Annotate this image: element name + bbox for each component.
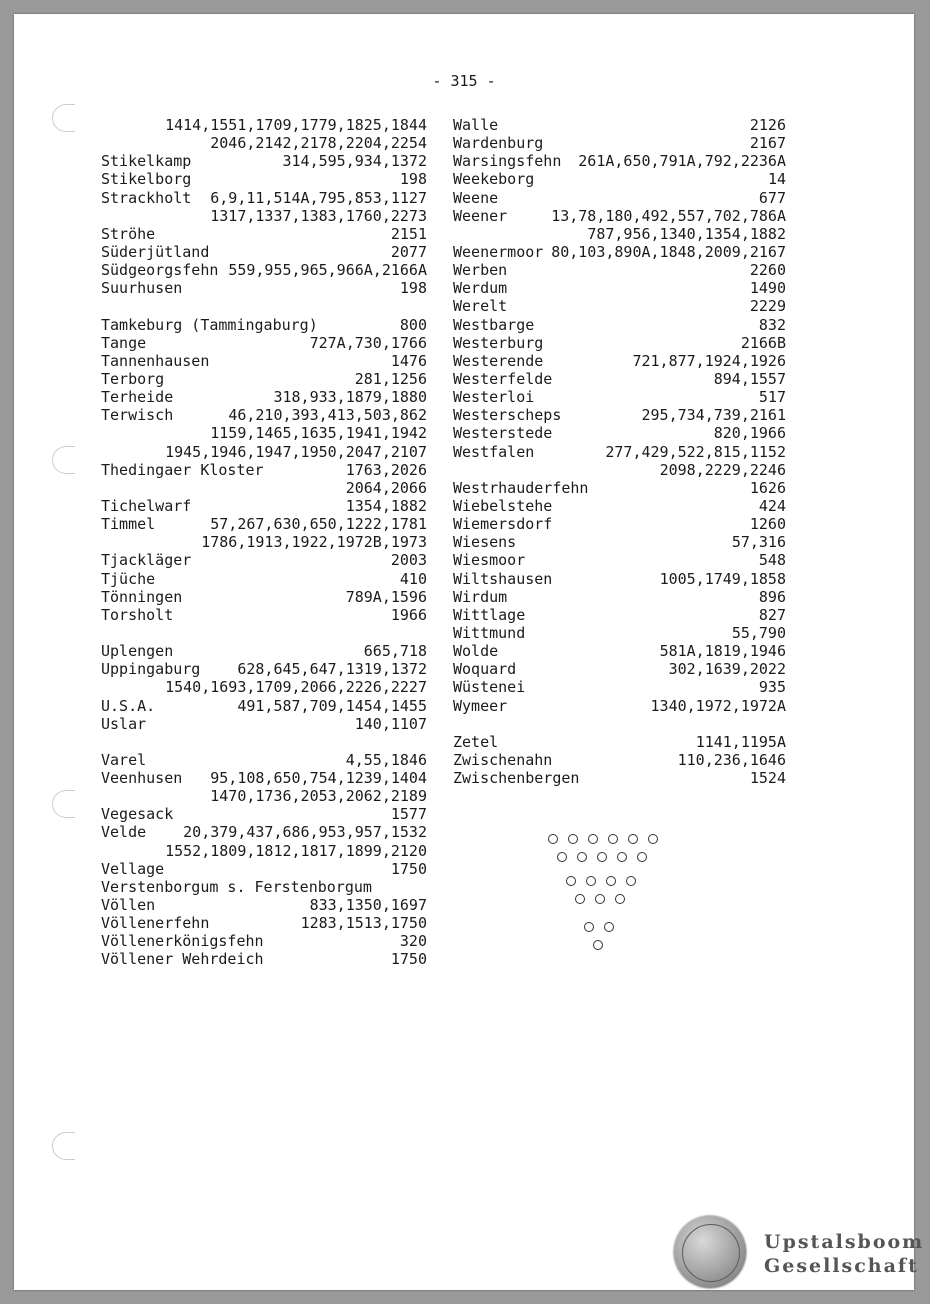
index-entry [101, 878, 427, 896]
place-name: Zetel [453, 732, 499, 751]
circle-row [584, 922, 614, 932]
reference-numbers: 1490 [749, 279, 786, 298]
circle-ornament [597, 852, 607, 862]
reference-numbers: 261A,650,791A,792,2236A [578, 152, 786, 171]
place-name: Wardenburg [453, 134, 544, 153]
place-name: Westerende [453, 351, 544, 370]
index-entry [101, 261, 427, 279]
index-entry [101, 243, 427, 261]
place-name: Walle [453, 116, 499, 134]
place-name: Strackholt [101, 188, 192, 207]
place-name: Thedingaer Kloster [101, 460, 264, 479]
reference-numbers: 2003 [390, 551, 427, 570]
place-name: Wirdum [453, 587, 508, 606]
reference-numbers: 14 [767, 170, 786, 189]
reference-numbers: 559,955,965,966A,2166A [228, 261, 427, 280]
reference-numbers: 95,108,650,754,1239,1404 [210, 769, 427, 788]
reference-numbers: 2126 [749, 116, 786, 134]
place-name: Weener [453, 206, 508, 225]
index-entry [101, 551, 427, 569]
reference-numbers: 57,316 [731, 533, 786, 552]
index-entry [453, 769, 786, 787]
logo-line-2: Gesellschaft [764, 1255, 919, 1277]
reference-numbers: 827 [758, 605, 786, 624]
index-entry [453, 116, 786, 134]
index-entry [453, 279, 786, 297]
reference-numbers: 1317,1337,1383,1760,2273 [210, 206, 427, 225]
place-name: Veenhusen [101, 769, 183, 788]
reference-numbers: 140,1107 [354, 714, 427, 733]
reference-numbers: 55,790 [731, 623, 786, 642]
reference-numbers: 832 [758, 315, 786, 334]
circle-ornament [568, 834, 578, 844]
reference-numbers: 1626 [749, 478, 786, 497]
reference-numbers: 1141,1195A [695, 732, 786, 751]
circle-ornament [593, 940, 603, 950]
index-column-left [101, 116, 427, 969]
reference-numbers: 2151 [390, 224, 427, 243]
place-name: U.S.A. [101, 696, 156, 715]
reference-numbers: 789A,1596 [345, 587, 427, 606]
index-entry [101, 370, 427, 388]
place-name: Tannenhausen [101, 351, 210, 370]
place-name: Tichelwarf [101, 496, 192, 515]
place-name: Zwischenahn [453, 750, 553, 769]
index-entry [453, 479, 786, 497]
reference-numbers: 1159,1465,1635,1941,1942 [210, 424, 427, 443]
reference-numbers: 1577 [390, 805, 427, 824]
place-name: Weenermoor [453, 242, 544, 261]
index-entry [101, 152, 427, 170]
circle-row [557, 852, 647, 862]
place-name: Terborg [101, 369, 165, 388]
place-name: Wiebelstehe [453, 496, 553, 515]
section-gap [101, 624, 427, 642]
reference-numbers: 665,718 [363, 642, 427, 661]
index-column-right [453, 116, 786, 787]
place-name: Wüstenei [453, 678, 526, 697]
reference-numbers: 1283,1513,1750 [300, 914, 427, 933]
circle-row [566, 876, 636, 886]
reference-numbers: 6,9,11,514A,795,853,1127 [210, 188, 427, 207]
index-entry [453, 207, 786, 243]
index-entry [453, 243, 786, 261]
reference-numbers: 548 [758, 551, 786, 570]
reference-numbers: 721,877,1924,1926 [632, 351, 786, 370]
index-entry [453, 642, 786, 660]
index-entry [453, 170, 786, 188]
index-entry [453, 334, 786, 352]
reference-numbers: 833,1350,1697 [309, 896, 427, 915]
section-gap [101, 297, 427, 315]
reference-numbers: 410 [399, 569, 427, 588]
index-entry [101, 642, 427, 660]
document-page [14, 14, 925, 1290]
reference-numbers: 57,267,630,650,1222,1781 [210, 515, 427, 534]
index-entry [101, 352, 427, 370]
reference-numbers: 1005,1749,1858 [659, 569, 786, 588]
index-entry [453, 189, 786, 207]
reference-numbers: 787,956,1340,1354,1882 [587, 224, 786, 243]
place-name: Westerloi [453, 388, 535, 407]
circle-ornament [566, 876, 576, 886]
reference-numbers: 1524 [749, 769, 786, 788]
reference-numbers: 1966 [390, 605, 427, 624]
index-entry [101, 606, 427, 624]
circle-ornament [584, 922, 594, 932]
index-entry [453, 660, 786, 678]
index-entry [101, 497, 427, 515]
circle-ornament [548, 834, 558, 844]
place-name: Werben [453, 261, 508, 280]
place-name: Terheide [101, 388, 174, 407]
index-entry [453, 388, 786, 406]
index-entry [101, 805, 427, 823]
place-name: Südgeorgsfehn [101, 261, 219, 280]
reference-numbers: 1414,1551,1709,1779,1825,1844 [165, 116, 427, 134]
index-entry [101, 279, 427, 297]
reference-numbers: 2098,2229,2246 [659, 460, 786, 479]
circle-ornament [628, 834, 638, 844]
index-entry [453, 134, 786, 152]
index-entry [453, 406, 786, 424]
index-entry [101, 715, 427, 733]
place-name: Völlener Wehrdeich [101, 950, 264, 969]
page-number: - 315 - [432, 72, 496, 90]
index-entry [453, 297, 786, 315]
reference-numbers: 1763,2026 [345, 460, 427, 479]
index-entry [101, 697, 427, 715]
reference-numbers: 1786,1913,1922,1972B,1973 [201, 533, 427, 552]
index-entry [453, 424, 786, 442]
reference-numbers: 894,1557 [713, 369, 786, 388]
place-name: Woquard [453, 660, 517, 679]
index-entry [101, 406, 427, 460]
punch-hole [52, 1132, 75, 1160]
place-name: Terwisch [101, 406, 174, 425]
circle-ornament [608, 834, 618, 844]
index-entry [101, 189, 427, 225]
index-entry [453, 261, 786, 279]
reference-numbers: 1552,1809,1812,1817,1899,2120 [165, 841, 427, 860]
index-entry [101, 316, 427, 334]
circle-ornament [617, 852, 627, 862]
circle-ornament [648, 834, 658, 844]
circle-ornament [606, 876, 616, 886]
reference-numbers: 820,1966 [713, 424, 786, 443]
reference-numbers: 2260 [749, 261, 786, 280]
logo-line-1: Upstalsboom [764, 1231, 925, 1253]
place-name: Westbarge [453, 315, 535, 334]
reference-numbers: 2077 [390, 242, 427, 261]
place-name: Westfalen [453, 442, 535, 461]
punch-hole [52, 104, 75, 132]
punch-hole [52, 790, 75, 818]
index-entry [101, 515, 427, 551]
reference-numbers: 320 [399, 932, 427, 951]
place-name: Westerfelde [453, 369, 553, 388]
reference-numbers: 424 [758, 496, 786, 515]
place-name: Tange [101, 333, 147, 352]
index-entry [101, 660, 427, 696]
reference-numbers: 581A,1819,1946 [659, 642, 786, 661]
reference-numbers: 2166B [740, 333, 786, 352]
index-entry [101, 823, 427, 859]
reference-numbers: 677 [758, 188, 786, 207]
place-name: Tönningen [101, 587, 183, 606]
circle-ornament [595, 894, 605, 904]
reference-numbers: 110,236,1646 [677, 750, 786, 769]
index-entry [101, 751, 427, 769]
index-entry [101, 588, 427, 606]
index-entry [453, 733, 786, 751]
place-name: Torsholt [101, 605, 174, 624]
index-entry [101, 950, 427, 968]
place-name: Weekeborg [453, 170, 535, 189]
place-name: Vegesack [101, 805, 174, 824]
reference-numbers: 1750 [390, 859, 427, 878]
place-name: Velde [101, 823, 147, 842]
place-name: Stikelborg [101, 170, 192, 189]
place-name: Wiltshausen [453, 569, 553, 588]
reference-numbers: 727A,730,1766 [309, 333, 427, 352]
reference-numbers: 1470,1736,2053,2062,2189 [210, 787, 427, 806]
place-name: Tamkeburg (Tammingaburg) [101, 315, 318, 334]
place-name: Westrhauderfehn [453, 478, 589, 497]
index-entry [101, 932, 427, 950]
section-gap [101, 733, 427, 751]
place-name: Uslar [101, 714, 147, 733]
circle-ornament [575, 894, 585, 904]
place-name: Wiemersdorf [453, 515, 553, 534]
index-entry [101, 388, 427, 406]
reference-numbers: 2046,2142,2178,2204,2254 [210, 134, 427, 153]
index-entry [101, 896, 427, 914]
section-gap [453, 715, 786, 733]
place-name: Wymeer [453, 696, 508, 715]
index-entry [453, 678, 786, 696]
reference-numbers: 1750 [390, 950, 427, 969]
reference-numbers: 281,1256 [354, 369, 427, 388]
circle-ornament [557, 852, 567, 862]
reference-numbers: 1354,1882 [345, 496, 427, 515]
index-entry [101, 914, 427, 932]
reference-numbers: 277,429,522,815,1152 [605, 442, 786, 461]
index-entry [101, 170, 427, 188]
index-entry [453, 570, 786, 588]
place-name: Wittlage [453, 605, 526, 624]
reference-numbers: 2229 [749, 297, 786, 316]
reference-numbers: 2167 [749, 134, 786, 153]
place-name: Verstenborgum s. Ferstenborgum [101, 877, 372, 896]
circle-ornament [637, 852, 647, 862]
index-entry [101, 769, 427, 805]
index-entry [453, 751, 786, 769]
index-entry [453, 316, 786, 334]
reference-numbers: 491,587,709,1454,1455 [237, 696, 427, 715]
place-name: Völlenerfehn [101, 914, 210, 933]
place-name: Zwischenbergen [453, 769, 580, 788]
index-entry [101, 334, 427, 352]
place-name: Wiesens [453, 533, 517, 552]
index-entry [453, 697, 786, 715]
place-name: Ströhe [101, 224, 156, 243]
reference-numbers: 318,933,1879,1880 [273, 388, 427, 407]
society-seal-logo [674, 1216, 746, 1288]
reference-numbers: 198 [399, 279, 427, 298]
place-name: Süderjütland [101, 242, 210, 261]
circle-ornament [626, 876, 636, 886]
index-entry [453, 352, 786, 370]
reference-numbers: 2064,2066 [345, 478, 427, 497]
index-entry [453, 152, 786, 170]
index-entry [453, 606, 786, 624]
reference-numbers: 314,595,934,1372 [282, 152, 427, 171]
index-entry [453, 533, 786, 551]
punch-hole [52, 446, 75, 474]
place-name: Uplengen [101, 642, 174, 661]
reference-numbers: 80,103,890A,1848,2009,2167 [551, 242, 786, 261]
circle-ornament [604, 922, 614, 932]
place-name: Tjüche [101, 569, 156, 588]
index-entry [453, 624, 786, 642]
reference-numbers: 295,734,739,2161 [641, 406, 786, 425]
index-entry [453, 443, 786, 479]
index-entry [453, 588, 786, 606]
place-name: Westerscheps [453, 406, 562, 425]
reference-numbers: 1540,1693,1709,2066,2226,2227 [165, 678, 427, 697]
reference-numbers: 800 [399, 315, 427, 334]
reference-numbers: 198 [399, 170, 427, 189]
place-name: Wolde [453, 642, 499, 661]
circle-ornament [577, 852, 587, 862]
reference-numbers: 20,379,437,686,953,957,1532 [183, 823, 427, 842]
place-name: Wittmund [453, 623, 526, 642]
place-name: Westerstede [453, 424, 553, 443]
reference-numbers: 517 [758, 388, 786, 407]
reference-numbers: 4,55,1846 [345, 750, 427, 769]
index-entry [453, 497, 786, 515]
place-name: Warsingsfehn [453, 152, 562, 171]
place-name: Vellage [101, 859, 165, 878]
reference-numbers: 46,210,393,413,503,862 [228, 406, 427, 425]
place-name: Uppingaburg [101, 660, 201, 679]
reference-numbers: 935 [758, 678, 786, 697]
society-logo-text [764, 1230, 924, 1278]
index-entry [101, 860, 427, 878]
place-name: Wiesmoor [453, 551, 526, 570]
reference-numbers: 628,645,647,1319,1372 [237, 660, 427, 679]
index-entry [101, 225, 427, 243]
place-name: Stikelkamp [101, 152, 192, 171]
place-name: Varel [101, 750, 147, 769]
reference-numbers: 1945,1946,1947,1950,2047,2107 [165, 442, 427, 461]
circle-ornament [586, 876, 596, 886]
index-entry [453, 370, 786, 388]
place-name: Tjackläger [101, 551, 192, 570]
index-entry [453, 551, 786, 569]
circle-ornament [588, 834, 598, 844]
place-name: Timmel [101, 515, 156, 534]
reference-numbers: 1476 [390, 351, 427, 370]
index-entry [453, 515, 786, 533]
place-name: Werelt [453, 297, 508, 316]
reference-numbers: 1260 [749, 515, 786, 534]
index-entry [101, 116, 427, 152]
circle-row [548, 834, 658, 844]
reference-numbers: 1340,1972,1972A [650, 696, 786, 715]
index-entry [101, 570, 427, 588]
index-entry [101, 461, 427, 497]
circle-row [575, 894, 625, 904]
place-name: Westerburg [453, 333, 544, 352]
place-name: Suurhusen [101, 279, 183, 298]
place-name: Werdum [453, 279, 508, 298]
reference-numbers: 896 [758, 587, 786, 606]
place-name: Völlenerkönigsfehn [101, 932, 264, 951]
circle-ornament [615, 894, 625, 904]
reference-numbers: 13,78,180,492,557,702,786A [551, 206, 786, 225]
place-name: Weene [453, 188, 499, 207]
circle-row [593, 940, 603, 950]
reference-numbers: 302,1639,2022 [668, 660, 786, 679]
place-name: Völlen [101, 896, 156, 915]
